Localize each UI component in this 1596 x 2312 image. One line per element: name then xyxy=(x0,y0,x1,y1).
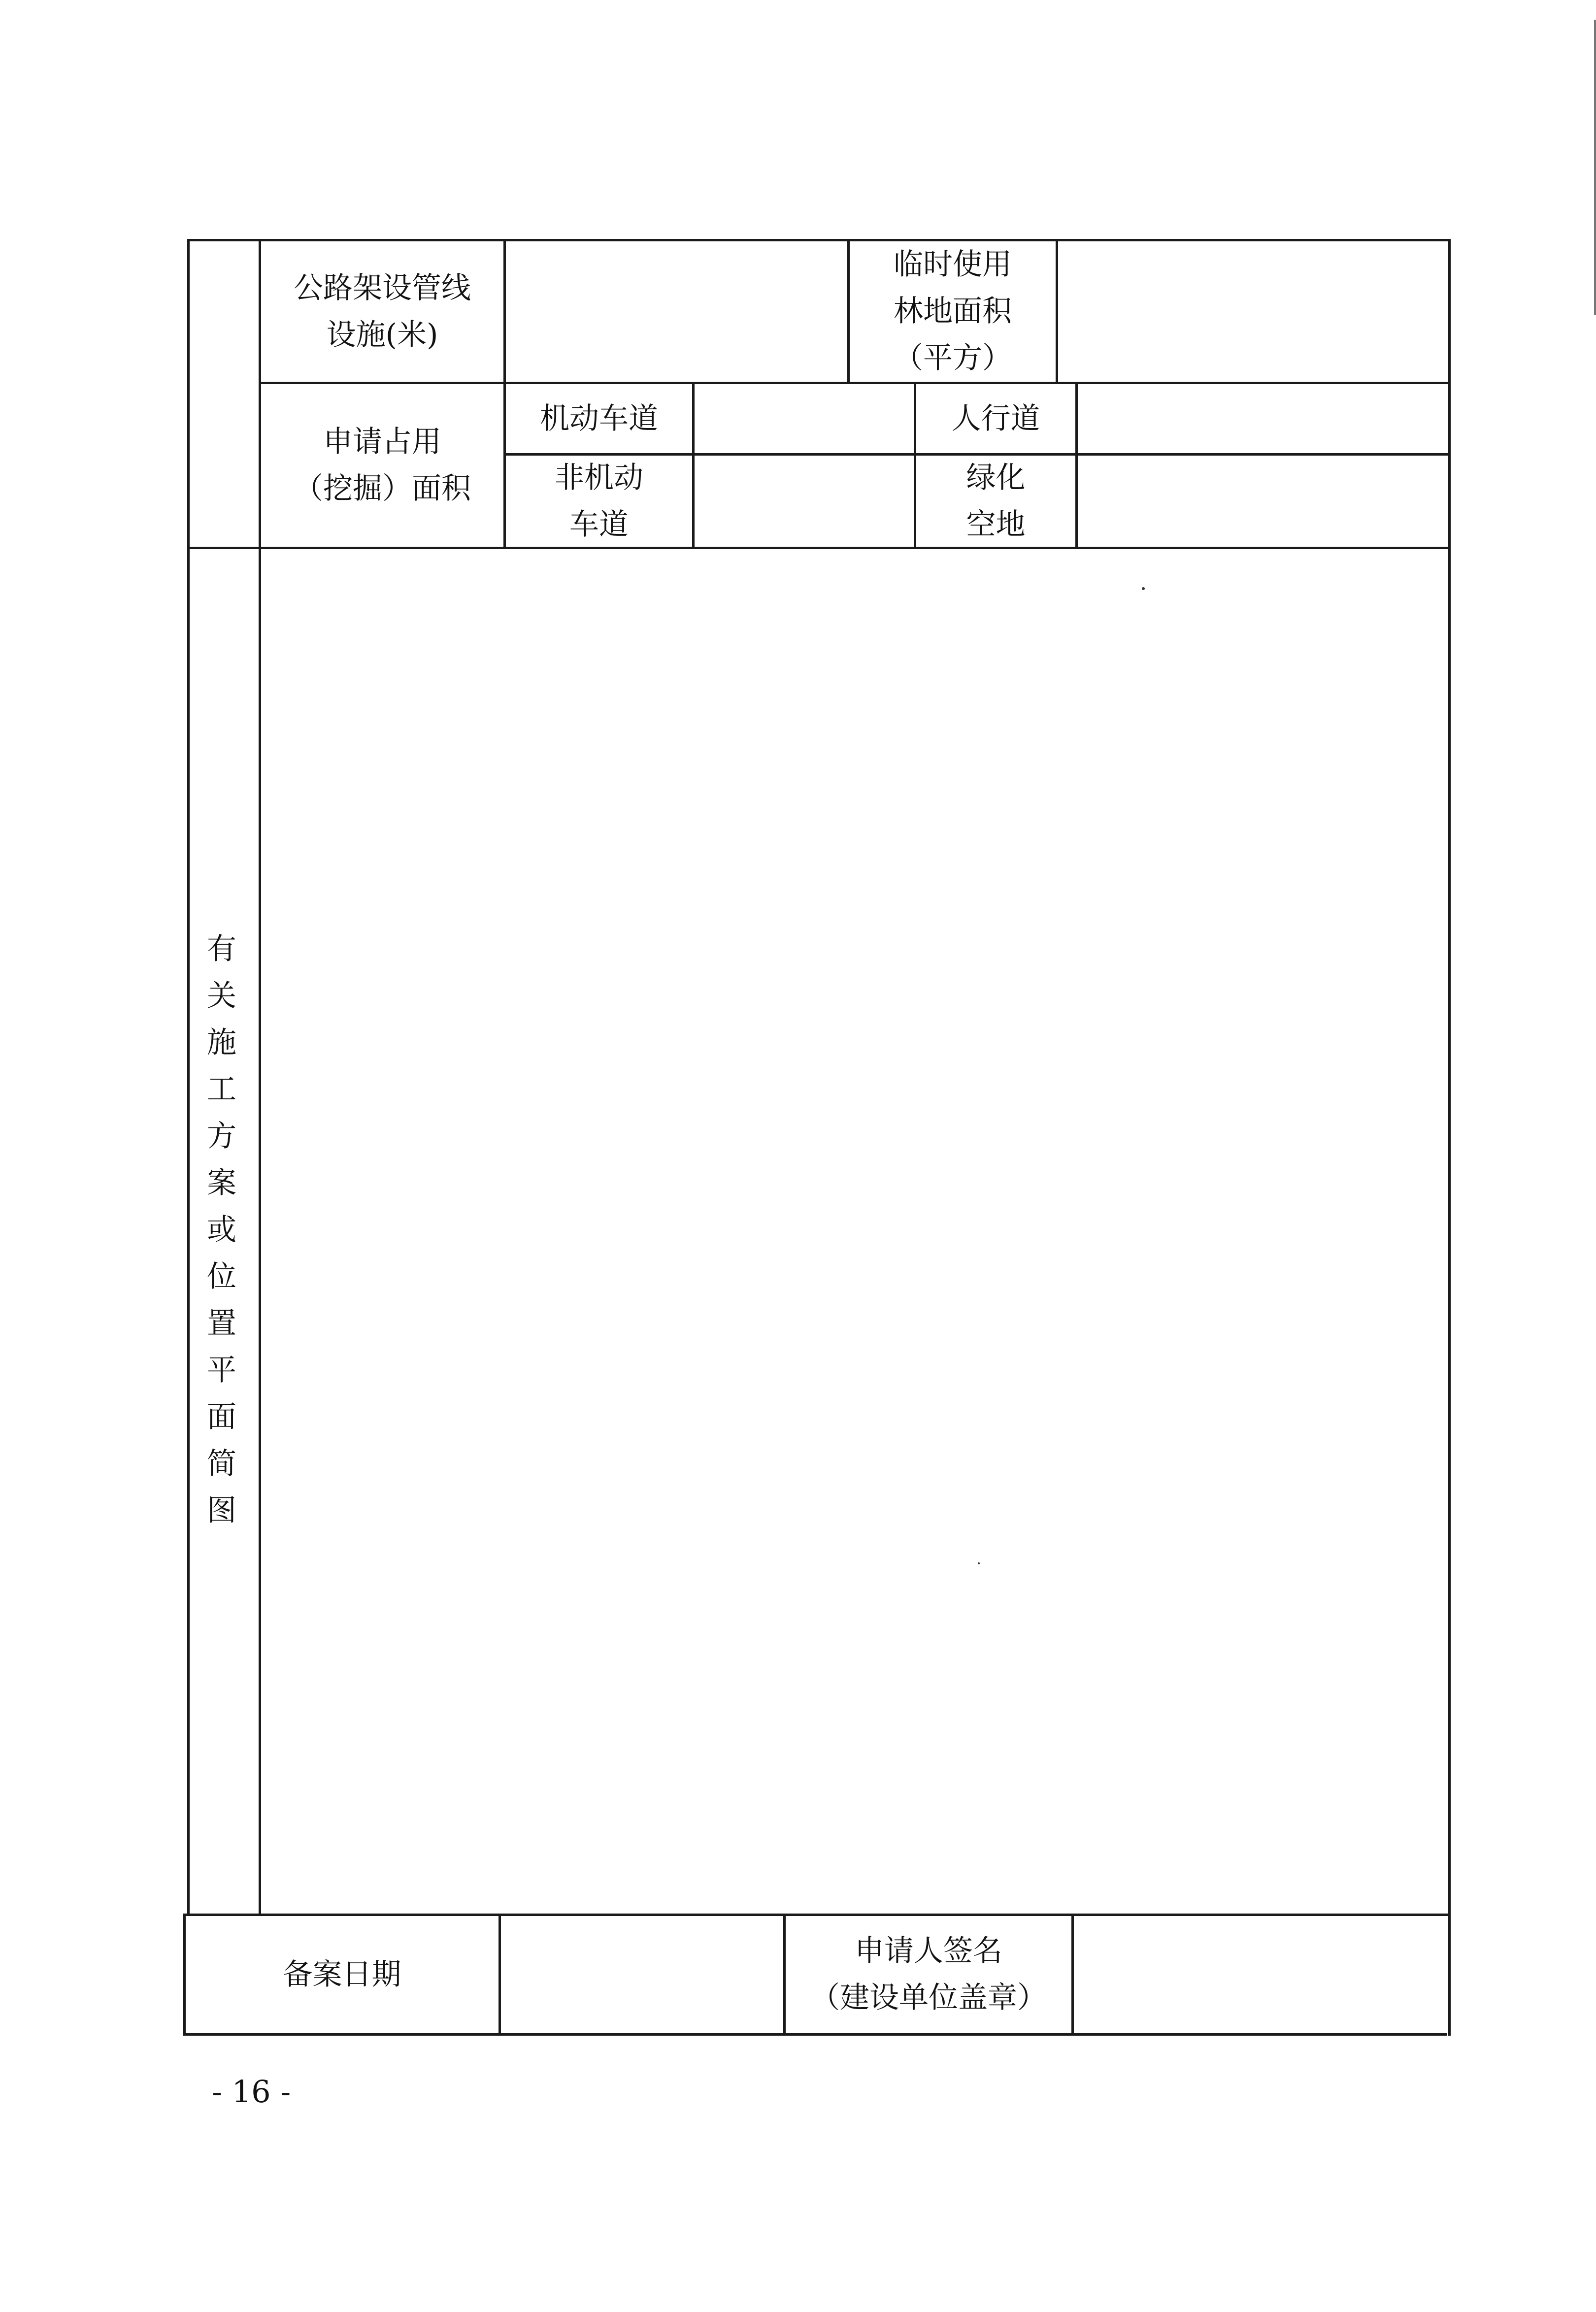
construction-plan-area[interactable] xyxy=(261,549,1448,1914)
occupied-area-label: 申请占用 （挖掘）面积 xyxy=(294,425,471,506)
road-facility-value[interactable] xyxy=(506,241,847,382)
filing-date-value[interactable] xyxy=(501,1916,783,2033)
table-bottom-border xyxy=(183,2033,1447,2036)
table-right-border xyxy=(1448,239,1451,2036)
filing-date-label: 备案日期 xyxy=(283,1957,401,1992)
motor-lane-value[interactable] xyxy=(695,384,914,453)
page-number: - 16 - xyxy=(212,2074,291,2110)
non-motor-lane-label: 非机动 车道 xyxy=(555,460,643,542)
signature-value[interactable] xyxy=(1074,1916,1448,2033)
forest-area-label: 临时使用 林地面积 （平方） xyxy=(894,247,1012,375)
sidewalk-value[interactable] xyxy=(1078,384,1448,453)
green-space-label: 绿化 空地 xyxy=(966,460,1026,542)
construction-plan-label: 有 关 施 工 方 案 或 位 置 平 面 简 图 xyxy=(207,932,236,1528)
sidewalk-label: 人行道 xyxy=(951,401,1040,436)
road-facility-label: 公路架设管线 设施(米) xyxy=(294,270,471,352)
green-space-value[interactable] xyxy=(1078,456,1448,547)
margin-mark xyxy=(1594,20,1596,315)
forest-area-value[interactable] xyxy=(1058,241,1448,382)
scan-speck xyxy=(978,1562,980,1564)
signature-label: 申请人签名 （建设单位盖章） xyxy=(810,1934,1047,2015)
scan-speck xyxy=(1142,587,1145,590)
non-motor-lane-value[interactable] xyxy=(695,456,914,547)
motor-lane-label: 机动车道 xyxy=(540,401,658,436)
